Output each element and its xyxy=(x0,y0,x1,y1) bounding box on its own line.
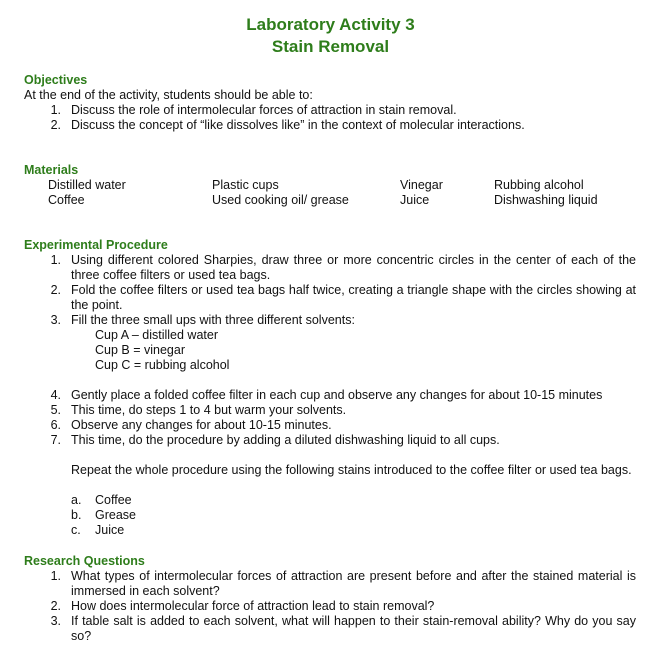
document-subtitle: Stain Removal xyxy=(271,37,390,56)
procedure-step-number: 7. xyxy=(50,433,61,447)
material-item: Dishwashing liquid xyxy=(494,193,598,207)
materials-heading: Materials xyxy=(24,163,79,177)
cup-assignment: Cup C = rubbing alcohol xyxy=(95,358,230,372)
procedure-heading: Experimental Procedure xyxy=(24,238,168,252)
question-number: 1. xyxy=(50,569,61,583)
repeat-note: Repeat the whole procedure using the following stains introduced to the coffee filter or used tea bags. xyxy=(71,463,632,477)
research-question: How does intermolecular force of attraction lead to stain removal? xyxy=(71,599,435,613)
material-item: Plastic cups xyxy=(212,178,279,192)
research-question: What types of intermolecular forces of attraction are present before and after the stained material is immersed in each solvent? xyxy=(71,569,636,598)
procedure-step: Observe any changes for about 10-15 minutes. xyxy=(71,418,332,432)
procedure-step-number: 3. xyxy=(50,313,61,327)
procedure-step: Gently place a folded coffee filter in each cup and observe any changes for about 10-15 minutes xyxy=(71,388,603,402)
objective-item: Discuss the concept of “like dissolves like” in the context of molecular interactions. xyxy=(71,118,525,132)
objectives-heading: Objectives xyxy=(24,73,88,87)
procedure-step: Fill the three small ups with three different solvents: xyxy=(71,313,355,327)
material-item: Used cooking oil/ grease xyxy=(212,193,349,207)
cup-assignment: Cup B = vinegar xyxy=(95,343,185,357)
stain-letter: a. xyxy=(71,493,82,507)
stain-item: Grease xyxy=(95,508,136,522)
stain-item: Coffee xyxy=(95,493,132,507)
question-number: 3. xyxy=(50,614,61,628)
research-question: If table salt is added to each solvent, what will happen to their stain-removal ability? Why do you say so? xyxy=(71,614,636,643)
procedure-step: This time, do the procedure by adding a diluted dishwashing liquid to all cups. xyxy=(71,433,500,447)
stain-letter: c. xyxy=(71,523,81,537)
procedure-step: This time, do steps 1 to 4 but warm your solvents. xyxy=(71,403,347,417)
procedure-step-number: 5. xyxy=(50,403,61,417)
objective-number: 1. xyxy=(50,103,61,117)
document-title: Laboratory Activity 3 xyxy=(246,15,415,34)
objective-item: Discuss the role of intermolecular forces of attraction in stain removal. xyxy=(71,103,457,117)
procedure-step: Fold the coffee filters or used tea bags half twice, creating a triangle shape with the circles showing at the point. xyxy=(71,283,636,312)
procedure-step-number: 4. xyxy=(50,388,61,402)
material-item: Juice xyxy=(400,193,430,207)
material-item: Vinegar xyxy=(400,178,443,192)
procedure-step-number: 2. xyxy=(50,283,61,297)
procedure-step-number: 1. xyxy=(50,253,61,267)
procedure-step: Using different colored Sharpies, draw three or more concentric circles in the center of each of the three coffee filters or used tea bags. xyxy=(71,253,636,282)
stain-letter: b. xyxy=(71,508,82,522)
objectives-intro: At the end of the activity, students should be able to: xyxy=(24,88,313,102)
material-item: Distilled water xyxy=(48,178,126,192)
research-heading: Research Questions xyxy=(24,554,145,568)
objective-number: 2. xyxy=(50,118,61,132)
material-item: Coffee xyxy=(48,193,85,207)
cup-assignment: Cup A – distilled water xyxy=(95,328,218,342)
question-number: 2. xyxy=(50,599,61,613)
procedure-step-number: 6. xyxy=(50,418,61,432)
material-item: Rubbing alcohol xyxy=(494,178,584,192)
stain-item: Juice xyxy=(95,523,125,537)
